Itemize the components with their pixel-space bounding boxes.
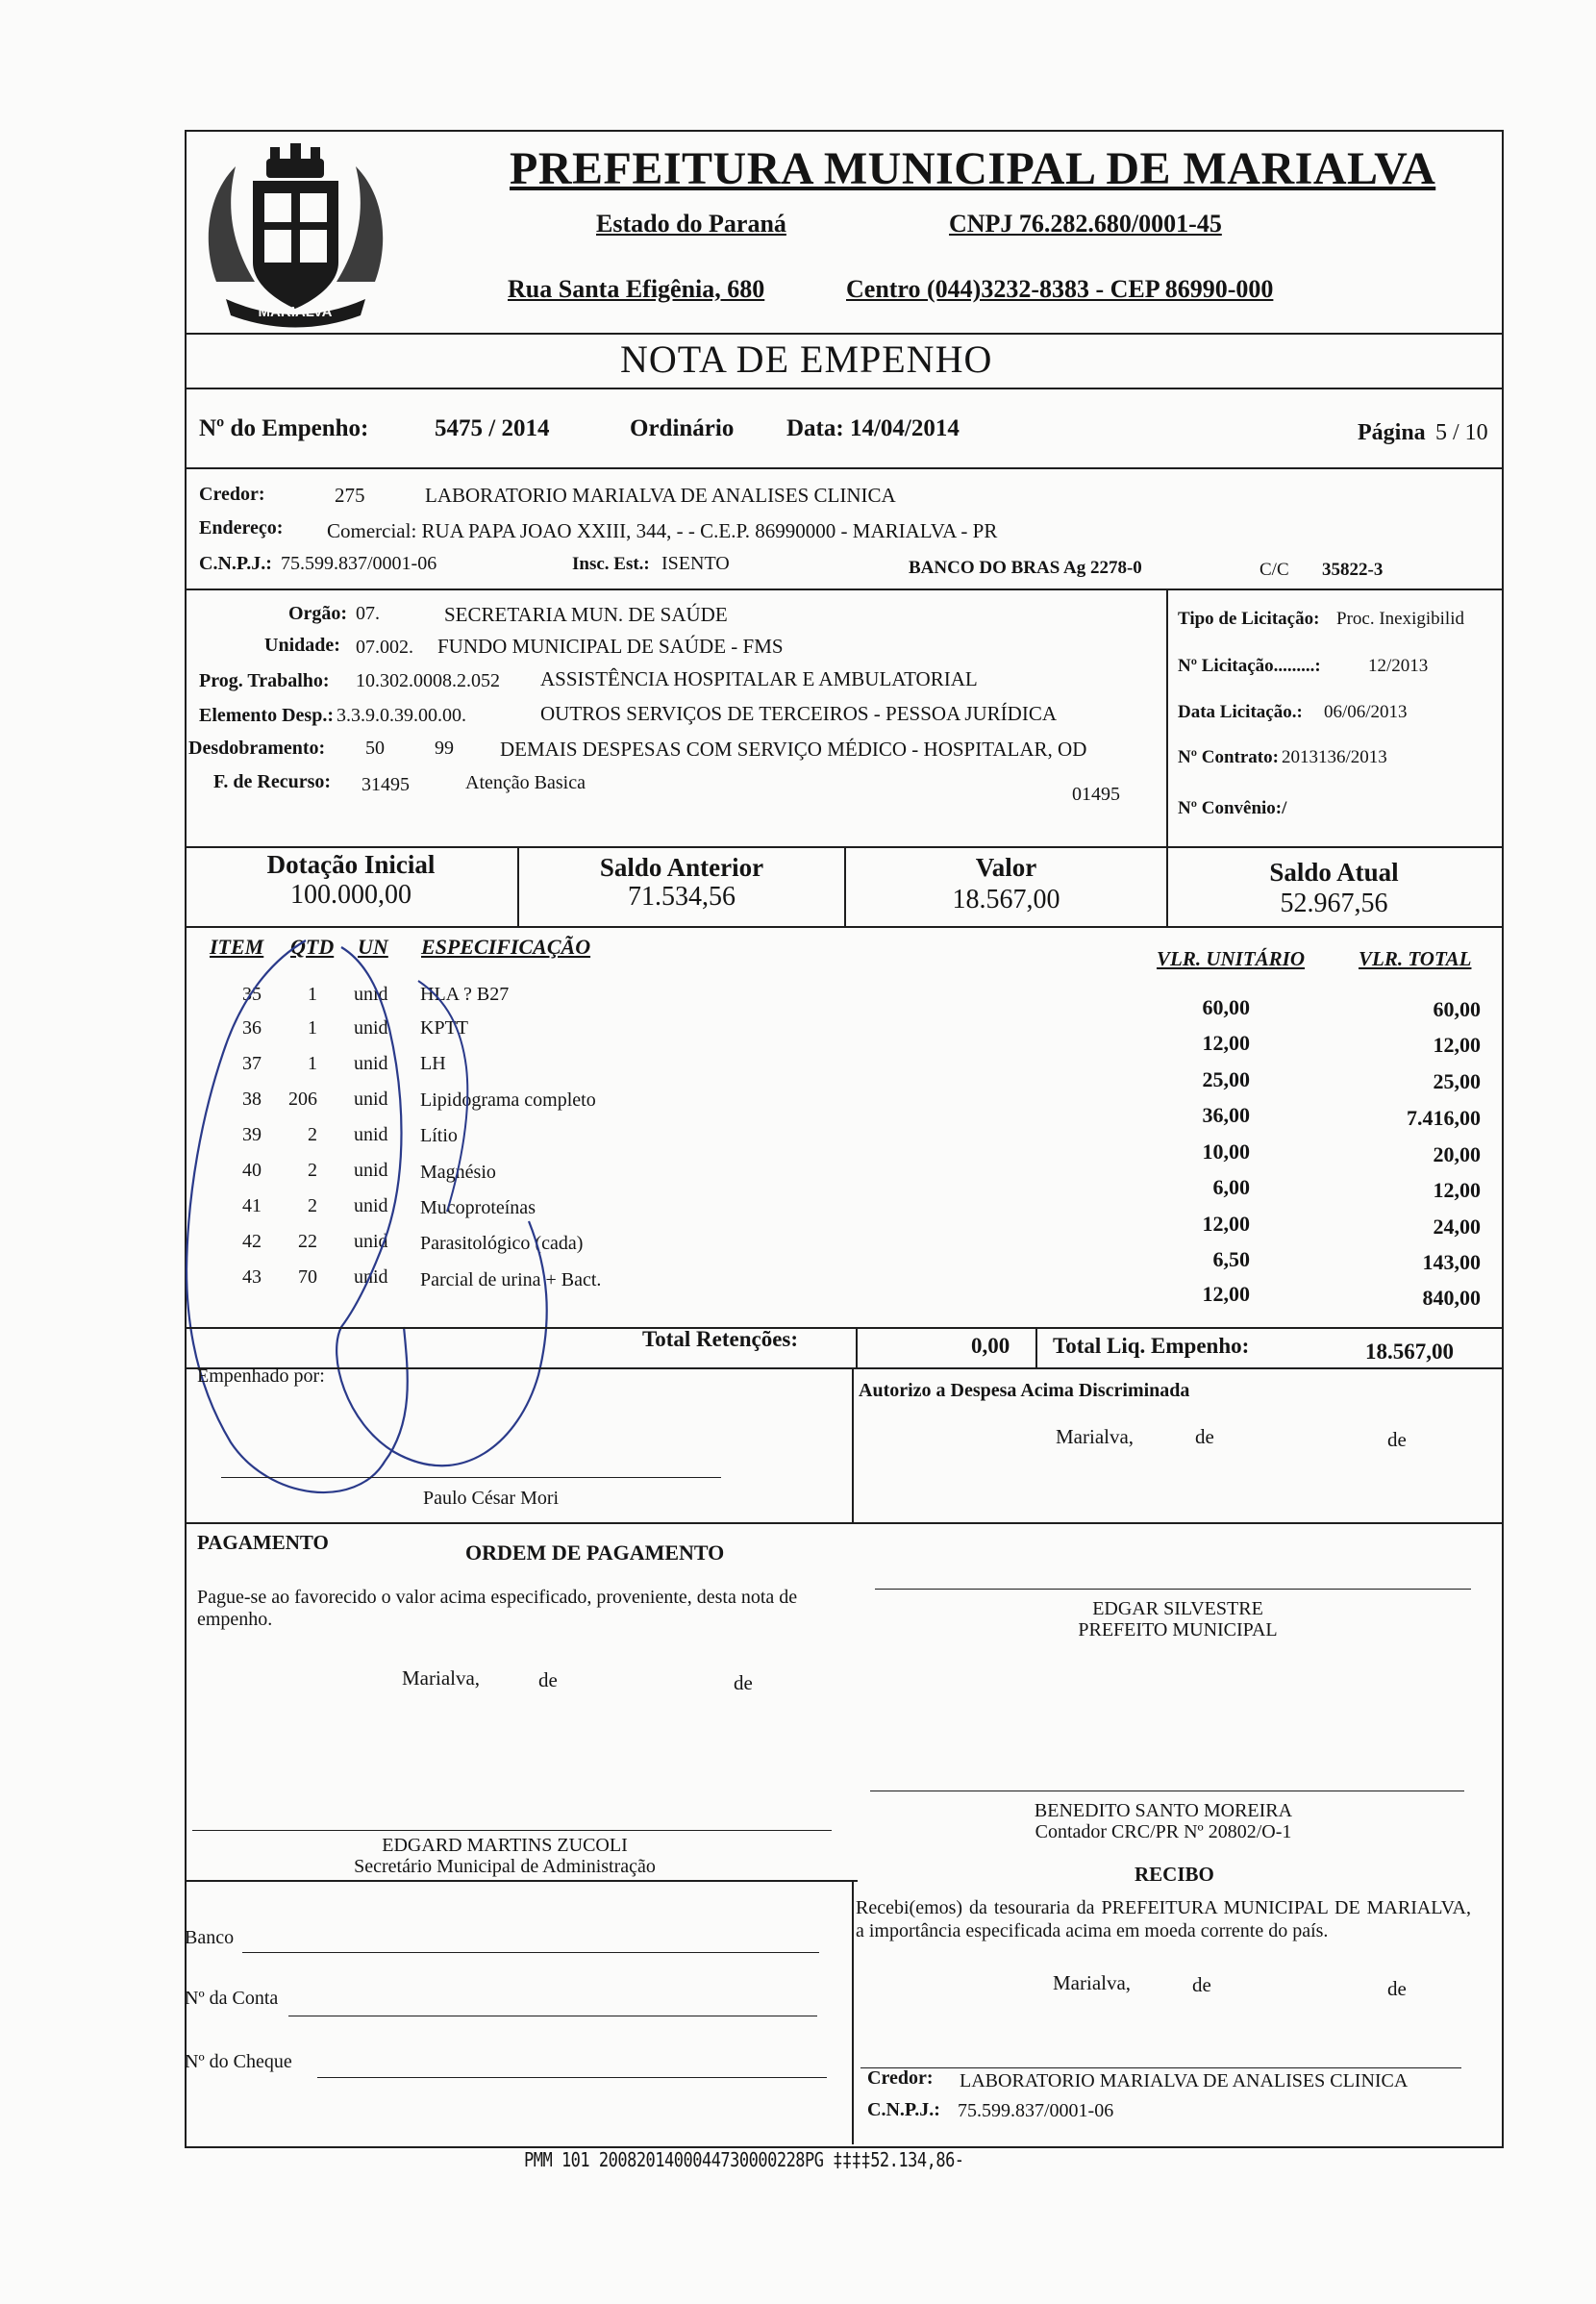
- licitacao-type-label: Tipo de Licitação:: [1178, 609, 1320, 629]
- item-unit: unid: [354, 1124, 388, 1145]
- footer-code: PMM 101 2008201400044730000228PG ‡‡‡‡52.134,86-: [524, 2149, 964, 2172]
- cc-label: C/C: [1259, 560, 1289, 580]
- divider: [185, 1367, 1502, 1369]
- item-spec: Mucoproteínas: [420, 1197, 536, 1218]
- signature-line: [875, 1589, 1471, 1590]
- page-number: 5 / 10: [1435, 420, 1488, 445]
- item-spec: Parasitológico (cada): [420, 1233, 584, 1254]
- saldo-atual-value: 52.967,56: [1280, 889, 1388, 918]
- item-number: 43: [242, 1266, 262, 1288]
- pagamento-de1: de: [538, 1668, 558, 1691]
- credor-label: Credor:: [199, 484, 265, 505]
- item-number: 36: [242, 1017, 262, 1039]
- retencoes-label: Total Retenções:: [642, 1327, 799, 1351]
- dotacao-value: 100.000,00: [290, 880, 411, 910]
- item-qty: 22: [298, 1231, 317, 1252]
- item-number: 41: [242, 1195, 262, 1216]
- address-label: Endereço:: [199, 517, 284, 538]
- licitacao-number: 12/2013: [1368, 656, 1429, 676]
- empenho-type: Ordinário: [630, 415, 735, 441]
- prefeito-name: EDGAR SILVESTRE: [1092, 1598, 1263, 1619]
- item-unit: unid: [354, 1195, 388, 1216]
- col-qtd: QTD: [290, 935, 335, 959]
- autorizo-de1: de: [1195, 1425, 1214, 1448]
- signature-line: [221, 1477, 721, 1478]
- cheque-label: Nº do Cheque: [185, 2051, 292, 2072]
- elemento-label: Elemento Desp.:: [199, 705, 334, 726]
- item-spec: Lítio: [420, 1125, 458, 1146]
- page-label: Página: [1358, 420, 1426, 445]
- autorizo-de2: de: [1387, 1428, 1407, 1451]
- item-unit-value: 6,50: [1212, 1247, 1250, 1271]
- item-total-value: 12,00: [1433, 1178, 1481, 1202]
- recurso-name: Atenção Basica: [465, 772, 586, 793]
- item-total-value: 143,00: [1422, 1250, 1481, 1274]
- item-spec: Magnésio: [420, 1162, 496, 1183]
- orgao-code: 07.: [356, 603, 380, 624]
- pagamento-de2: de: [734, 1671, 753, 1694]
- bank-info: BANCO DO BRAS Ag 2278-0: [909, 558, 1142, 578]
- unidade-label: Unidade:: [264, 635, 340, 656]
- recibo-de1: de: [1192, 1973, 1211, 1996]
- item-qty: 2: [308, 1124, 317, 1145]
- saldo-anterior-value: 71.534,56: [628, 882, 736, 912]
- item-qty: 2: [308, 1160, 317, 1181]
- desdobramento-b: 99: [435, 738, 454, 759]
- item-number: 42: [242, 1231, 262, 1252]
- item-qty: 1: [308, 1053, 317, 1074]
- item-unit: unid: [354, 1053, 388, 1074]
- recibo-cnpj-label: C.N.P.J.:: [867, 2099, 940, 2120]
- divider: [185, 388, 1502, 389]
- autorizo-label: Autorizo a Despesa Acima Discriminada: [859, 1380, 1190, 1401]
- autorizo-place: Marialva,: [1056, 1425, 1135, 1448]
- street-address: Rua Santa Efigênia, 680: [508, 275, 765, 303]
- recurso-right: 01495: [1072, 784, 1120, 805]
- empenhado-label: Empenhado por:: [197, 1365, 325, 1387]
- item-qty: 1: [308, 984, 317, 1005]
- saldo-atual-label: Saldo Atual: [1269, 858, 1399, 887]
- valor-value: 18.567,00: [952, 885, 1060, 914]
- item-number: 38: [242, 1089, 262, 1110]
- item-unit-value: 36,00: [1202, 1103, 1250, 1127]
- crest-label: MARIALVA: [258, 304, 333, 320]
- secretario-title: Secretário Municipal de Administração: [354, 1856, 656, 1877]
- retencoes-value: 0,00: [971, 1334, 1010, 1358]
- contrato-value: 2013136/2013: [1282, 747, 1387, 767]
- document-title: NOTA DE EMPENHO: [620, 338, 993, 381]
- unidade-name: FUNDO MUNICIPAL DE SAÚDE - FMS: [437, 635, 784, 658]
- item-total-value: 12,00: [1433, 1033, 1481, 1057]
- item-unit: unid: [354, 1266, 388, 1288]
- divider: [185, 333, 1502, 335]
- item-unit-value: 6,00: [1212, 1175, 1250, 1199]
- prog-label: Prog. Trabalho:: [199, 670, 330, 691]
- divider: [185, 1522, 1502, 1524]
- credor-address: Comercial: RUA PAPA JOAO XXIII, 344, - - C.E.P. 86990000 - MARIALVA - PR: [327, 519, 998, 542]
- item-unit-value: 12,00: [1202, 1212, 1250, 1236]
- prog-name: ASSISTÊNCIA HOSPITALAR E AMBULATORIAL: [540, 667, 978, 690]
- handwritten-mark-icon: [173, 923, 577, 1519]
- empenho-number: 5475 / 2014: [435, 415, 550, 441]
- banco-field-line[interactable]: [242, 1952, 819, 1953]
- desdobramento-a: 50: [365, 738, 385, 759]
- contador-title: Contador CRC/PR Nº 20802/O-1: [1035, 1821, 1292, 1842]
- convenio-label: Nº Convênio:/: [1178, 798, 1287, 818]
- signature-line: [860, 2067, 1461, 2068]
- valor-label: Valor: [975, 853, 1037, 882]
- recibo-title: RECIBO: [1135, 1863, 1214, 1886]
- divider: [185, 1327, 1502, 1329]
- item-unit-value: 10,00: [1202, 1139, 1250, 1164]
- ordem-label: ORDEM DE PAGAMENTO: [465, 1540, 725, 1565]
- secretario-name: EDGARD MARTINS ZUCOLI: [382, 1835, 628, 1856]
- recibo-credor-label: Credor:: [867, 2067, 934, 2089]
- col-total-value: VLR. TOTAL: [1359, 947, 1472, 970]
- licitacao-number-label: Nº Licitação.........:: [1178, 656, 1321, 676]
- pagamento-label: PAGAMENTO: [197, 1531, 329, 1554]
- item-unit-value: 12,00: [1202, 1031, 1250, 1055]
- prog-code: 10.302.0008.2.052: [356, 670, 500, 691]
- liquido-label: Total Liq. Empenho:: [1053, 1334, 1250, 1358]
- municipality-title: PREFEITURA MUNICIPAL DE MARIALVA: [510, 143, 1436, 194]
- item-unit: unid: [354, 1089, 388, 1110]
- desdobramento-label: Desdobramento:: [188, 738, 326, 759]
- divider: [852, 1367, 854, 1522]
- item-spec: HLA ? B27: [420, 984, 510, 1005]
- dotacao-label: Dotação Inicial: [266, 850, 436, 879]
- licitacao-date-label: Data Licitação.:: [1178, 702, 1303, 722]
- insc-label: Insc. Est.:: [572, 554, 650, 574]
- col-un: UN: [358, 935, 388, 959]
- item-spec: KPTT: [420, 1017, 468, 1039]
- orgao-name: SECRETARIA MUN. DE SAÚDE: [444, 603, 728, 626]
- state-label: Estado do Paraná: [596, 210, 786, 238]
- item-unit: unid: [354, 984, 388, 1005]
- empenho-number-label: Nº do Empenho:: [199, 415, 369, 441]
- item-number: 39: [242, 1124, 262, 1145]
- liquido-value: 18.567,00: [1365, 1340, 1454, 1364]
- item-unit: unid: [354, 1160, 388, 1181]
- item-number: 37: [242, 1053, 262, 1074]
- item-total-value: 60,00: [1433, 997, 1481, 1021]
- divider: [185, 846, 1502, 848]
- item-spec: LH: [420, 1053, 446, 1074]
- divider: [185, 467, 1502, 469]
- conta-label: Nº da Conta: [185, 1988, 279, 2009]
- item-total-value: 24,00: [1433, 1215, 1481, 1239]
- signature-line: [192, 1830, 832, 1831]
- licitacao-type: Proc. Inexigibilid: [1336, 609, 1464, 629]
- insc-value: ISENTO: [661, 553, 730, 574]
- divider: [856, 1327, 858, 1367]
- divider: [1035, 1327, 1037, 1367]
- item-spec: Parcial de urina + Bact.: [420, 1269, 602, 1290]
- prefeito-title: PREFEITO MUNICIPAL: [1078, 1619, 1278, 1640]
- item-total-value: 20,00: [1433, 1142, 1481, 1166]
- item-unit-value: 60,00: [1202, 995, 1250, 1019]
- elemento-code: 3.3.9.0.39.00.00.: [337, 705, 466, 726]
- divider: [185, 589, 1502, 590]
- col-item: ITEM: [210, 935, 264, 959]
- recibo-place: Marialva,: [1053, 1971, 1132, 1994]
- pagamento-text: Pague-se ao favorecido o valor acima especificado, proveniente, desta nota de empenho.: [197, 1587, 798, 1630]
- contador-name: BENEDITO SANTO MOREIRA: [1034, 1800, 1293, 1821]
- elemento-name: OUTROS SERVIÇOS DE TERCEIROS - PESSOA JURÍDICA: [540, 702, 1058, 725]
- contrato-label: Nº Contrato:: [1178, 747, 1279, 767]
- item-number: 40: [242, 1160, 262, 1181]
- recibo-cnpj: 75.599.837/0001-06: [958, 2100, 1114, 2121]
- recibo-credor: LABORATORIO MARIALVA DE ANALISES CLINICA: [960, 2070, 1409, 2091]
- saldo-anterior-label: Saldo Anterior: [599, 853, 764, 882]
- pagamento-place: Marialva,: [402, 1666, 481, 1690]
- item-unit-value: 12,00: [1202, 1282, 1250, 1306]
- desdobramento-name: DEMAIS DESPESAS COM SERVIÇO MÉDICO - HOSPITALAR, OD: [500, 738, 1087, 761]
- item-unit-value: 25,00: [1202, 1067, 1250, 1091]
- item-spec: Lipidograma completo: [420, 1089, 596, 1111]
- recibo-de2: de: [1387, 1977, 1407, 2000]
- recurso-label: F. de Recurso:: [213, 771, 332, 792]
- item-qty: 2: [308, 1195, 317, 1216]
- col-spec: ESPECIFICAÇÃO: [421, 935, 591, 959]
- item-total-value: 7.416,00: [1407, 1106, 1481, 1130]
- credor-name: LABORATORIO MARIALVA DE ANALISES CLINICA: [425, 484, 896, 507]
- item-qty: 1: [308, 1017, 317, 1039]
- item-unit: unid: [354, 1017, 388, 1039]
- item-qty: 206: [288, 1089, 317, 1110]
- divider: [852, 1880, 854, 2144]
- recurso-code: 31495: [362, 774, 410, 795]
- credor-code: 275: [335, 484, 365, 507]
- divider: [185, 1880, 858, 1882]
- item-total-value: 25,00: [1433, 1069, 1481, 1093]
- col-unit-value: VLR. UNITÁRIO: [1157, 947, 1306, 970]
- item-qty: 70: [298, 1266, 317, 1288]
- credor-cnpj: 75.599.837/0001-06: [281, 553, 437, 574]
- recibo-text: Recebi(emos) da tesouraria da PREFEITURA MUNICIPAL DE MARIALVA, a importância especificada acima em moeda corrente do país.: [856, 1897, 1471, 1941]
- item-unit: unid: [354, 1231, 388, 1252]
- banco-label: Banco: [185, 1927, 235, 1948]
- orgao-label: Orgão:: [288, 603, 348, 624]
- empenho-date: Data: 14/04/2014: [786, 415, 960, 441]
- licitacao-date: 06/06/2013: [1324, 702, 1408, 722]
- empenhado-name: Paulo César Mori: [423, 1488, 560, 1509]
- divider: [1166, 589, 1168, 846]
- item-number: 35: [242, 984, 262, 1005]
- item-total-value: 840,00: [1422, 1286, 1481, 1310]
- cnpj-label-credor: C.N.P.J.:: [199, 553, 272, 574]
- cheque-field-line[interactable]: [317, 2077, 827, 2078]
- unidade-code: 07.002.: [356, 637, 413, 658]
- cnpj-label: CNPJ 76.282.680/0001-45: [949, 210, 1222, 238]
- cc-value: 35822-3: [1322, 560, 1384, 580]
- district-phone-cep: Centro (044)3232-8383 - CEP 86990-000: [846, 275, 1274, 303]
- municipal-crest-icon: [197, 138, 394, 335]
